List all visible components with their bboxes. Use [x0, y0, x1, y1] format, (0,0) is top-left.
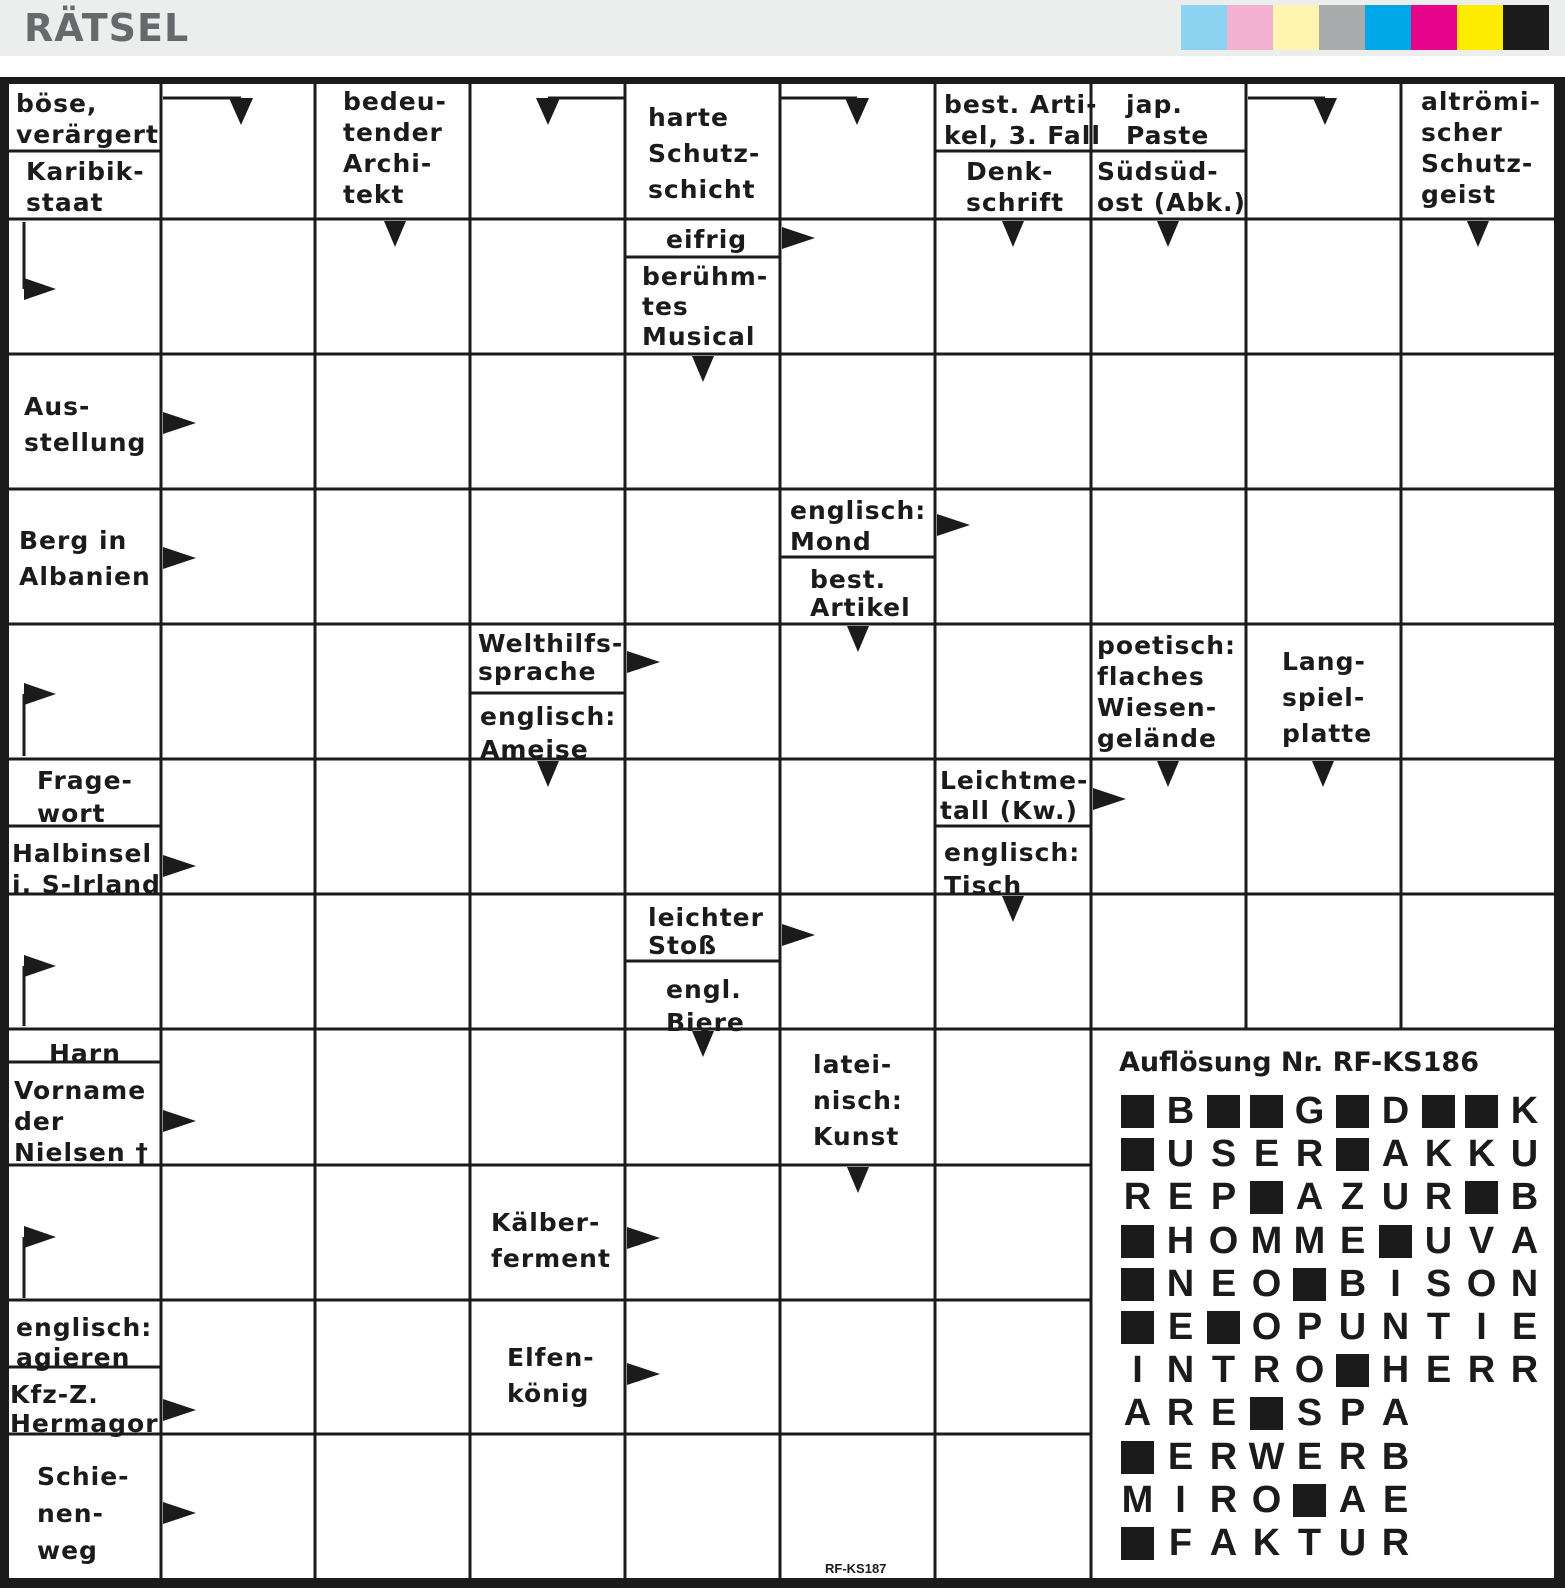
solution-letter: G [1294, 1090, 1325, 1132]
solution-letter: B [1510, 1176, 1539, 1219]
solution-letter: R [1467, 1349, 1496, 1392]
solution-letter: E [1339, 1219, 1366, 1262]
solution-letter: E [1210, 1392, 1237, 1435]
clue-halbinsel: Halbinsel i. S-Irland [12, 839, 161, 899]
solution-row [1116, 1480, 1417, 1520]
solution-black-square [1121, 1268, 1154, 1301]
down-arrow-icon [847, 626, 869, 652]
solution-black-square [1121, 1311, 1154, 1344]
solution-black-square [1465, 1181, 1498, 1214]
solution-letter: O [1208, 1219, 1239, 1262]
solution-letter: D [1381, 1090, 1410, 1132]
clue-engl-biere: engl. Biere [666, 975, 745, 1037]
solution-black-square [1250, 1397, 1283, 1430]
solution-black-square [1121, 1527, 1154, 1560]
solution-black-square [1250, 1095, 1283, 1128]
clue-schutzgeist: altrömi- scher Schutz- geist [1421, 87, 1541, 209]
solution-letter: O [1466, 1262, 1497, 1305]
solution-letter: N [1381, 1306, 1410, 1348]
clue-artikel-3-fall: best. Arti- kel, 3. Fall [944, 90, 1101, 150]
solution-black-square [1121, 1095, 1154, 1128]
solution-letter: R [1166, 1392, 1195, 1435]
clue-welthilfssprache: Welthilfs- sprache [478, 629, 624, 686]
right-arrow-icon [627, 1363, 660, 1385]
clue-schutzschicht: harte Schutz- schicht [648, 103, 761, 204]
down-arrow-icon [1157, 221, 1179, 247]
down-arrow-icon [1002, 221, 1024, 247]
down-arrow-icon [1157, 761, 1179, 787]
clue-leichter-stoss: leichter Stoß [648, 903, 764, 960]
solution-row [1116, 1393, 1417, 1433]
solution-row [1116, 1437, 1417, 1477]
down-arrow-icon [1467, 221, 1489, 247]
solution-black-square [1379, 1225, 1412, 1258]
solution-letter: P [1296, 1306, 1323, 1348]
solution-black-square [1250, 1181, 1283, 1214]
puzzle-code: RF-KS187 [825, 1561, 887, 1576]
solution-letter: R [1510, 1349, 1539, 1392]
clue-architekt: bedeu- tender Archi- tekt [343, 87, 447, 209]
clue-kfz-hermagor: Kfz-Z. Hermagor [10, 1380, 159, 1438]
solution-letter: I [1132, 1349, 1143, 1392]
right-arrow-icon [937, 514, 970, 536]
right-down-arrow-icon [229, 98, 253, 125]
solution-black-square [1121, 1225, 1154, 1258]
solution-black-square [1336, 1138, 1369, 1171]
right-arrow-icon [163, 855, 196, 877]
solution-row [1116, 1523, 1417, 1563]
right-down-arrow-icon [1313, 98, 1337, 125]
solution-black-square [1422, 1095, 1455, 1128]
solution-letter: E [1296, 1435, 1323, 1478]
solution-letter: R [1209, 1435, 1238, 1478]
down-arrow-icon [692, 356, 714, 382]
solution-letter: N [1166, 1262, 1195, 1305]
flag-arrow-icon [24, 683, 56, 705]
solution-row [1116, 1221, 1546, 1261]
clue-kaelberferment: Kälber- ferment [491, 1208, 611, 1273]
solution-letter: R [1209, 1478, 1238, 1521]
solution-letter: I [1175, 1478, 1186, 1521]
solution-black-square [1121, 1441, 1154, 1474]
solution-letter: U [1381, 1176, 1410, 1219]
solution-letter: A [1381, 1133, 1410, 1176]
clue-boese: böse, verärgert [16, 89, 159, 149]
clue-vorname-nielsen: Vorname der Nielsen † [14, 1076, 149, 1167]
solution-letter: O [1294, 1349, 1325, 1392]
solution-letter: S [1296, 1392, 1323, 1435]
solution-black-square [1336, 1354, 1369, 1387]
solution-letter: F [1168, 1522, 1193, 1564]
solution-black-square [1293, 1484, 1326, 1517]
solution-letter: A [1338, 1478, 1367, 1521]
solution-letter: U [1166, 1133, 1195, 1176]
clue-ameise: englisch: Ameise [480, 702, 617, 764]
solution-letter: R [1424, 1176, 1453, 1219]
solution-letter: S [1210, 1133, 1237, 1176]
solution-letter: E [1425, 1349, 1452, 1392]
right-arrow-icon [627, 651, 660, 673]
solution-letter: I [1476, 1306, 1487, 1348]
solution-letter: U [1338, 1306, 1367, 1348]
clue-musical: berühm- tes Musical [642, 262, 769, 351]
clue-schienenweg: Schie- nen- weg [37, 1462, 130, 1565]
down-arrow-icon [1312, 761, 1334, 787]
right-arrow-icon [627, 1227, 660, 1249]
solution-letter: O [1251, 1262, 1282, 1305]
clue-jap-paste: jap. Paste [1126, 90, 1210, 150]
clue-wiesengelaende: poetisch: flaches Wiesen- gelände [1097, 631, 1237, 753]
solution-letter: N [1510, 1262, 1539, 1305]
clue-mond: englisch: Mond [790, 496, 927, 556]
solution-row [1116, 1264, 1546, 1304]
solution-letter: R [1252, 1349, 1281, 1392]
solution-black-square [1336, 1095, 1369, 1128]
solution-letter: P [1339, 1392, 1366, 1435]
solution-letter: E [1382, 1478, 1409, 1521]
solution-letter: E [1167, 1176, 1194, 1219]
solution-letter: A [1123, 1392, 1152, 1435]
clue-karibikstaat: Karibik- staat [26, 157, 145, 217]
solution-letter: A [1209, 1522, 1238, 1564]
solution-letter: P [1210, 1176, 1237, 1219]
solution-letter: W [1248, 1435, 1285, 1478]
solution-letter: R [1381, 1522, 1410, 1564]
solution-letter: K [1510, 1090, 1539, 1132]
solution-letter: M [1250, 1219, 1283, 1262]
bend-right-arrow-icon [24, 278, 56, 300]
clue-harn: Harn [49, 1039, 121, 1068]
solution-letter: B [1166, 1090, 1195, 1132]
solution-letter: T [1297, 1522, 1322, 1564]
solution-letter: E [1167, 1435, 1194, 1478]
solution-letter: R [1123, 1176, 1152, 1219]
right-arrow-icon [163, 1502, 196, 1524]
solution-black-square [1207, 1095, 1240, 1128]
clue-fragewort: Frage- wort [37, 766, 133, 828]
clue-elfenkoenig: Elfen- könig [507, 1343, 595, 1408]
clue-langspielplatte: Lang- spiel- platte [1282, 647, 1373, 748]
solution-letter: U [1338, 1522, 1367, 1564]
solution-letter: U [1510, 1133, 1539, 1176]
clue-tisch: englisch: Tisch [944, 838, 1081, 900]
right-arrow-icon [782, 227, 815, 249]
solution-row [1116, 1177, 1546, 1217]
solution-letter: H [1166, 1219, 1195, 1262]
solution-letter: T [1211, 1349, 1236, 1392]
right-arrow-icon [163, 412, 196, 434]
solution-letter: A [1295, 1176, 1324, 1219]
clue-agieren: englisch: agieren [16, 1313, 153, 1372]
clue-lat-kunst: latei- nisch: Kunst [813, 1050, 903, 1151]
solution-letter: M [1293, 1219, 1326, 1262]
solution-letter: I [1390, 1262, 1401, 1305]
solution-letter: K [1467, 1133, 1496, 1176]
solution-row [1116, 1091, 1546, 1131]
clue-leichtmetall: Leichtme- tall (Kw.) [940, 766, 1089, 825]
clue-denkschrift: Denk- schrift [966, 157, 1065, 217]
right-arrow-icon [782, 924, 815, 946]
solution-letter: H [1381, 1349, 1410, 1392]
solution-black-square [1207, 1311, 1240, 1344]
solution-letter: V [1468, 1219, 1495, 1262]
down-arrow-icon [847, 1167, 869, 1193]
clue-ausstellung: Aus- stellung [24, 392, 147, 457]
solution-letter: O [1251, 1306, 1282, 1348]
solution-black-square [1465, 1095, 1498, 1128]
solution-letter: Z [1340, 1176, 1365, 1219]
solution-row [1116, 1307, 1546, 1347]
solution-letter: E [1210, 1262, 1237, 1305]
solution-black-square [1293, 1268, 1326, 1301]
right-arrow-icon [1093, 788, 1126, 810]
right-arrow-icon [163, 547, 196, 569]
solution-letter: B [1338, 1262, 1367, 1305]
solution-row [1116, 1134, 1546, 1174]
solution-letter: R [1338, 1435, 1367, 1478]
solution-letter: T [1426, 1306, 1451, 1348]
solution-letter: S [1425, 1262, 1452, 1305]
clue-eifrig: eifrig [666, 225, 748, 254]
solution-title: Auflösung Nr. RF-KS186 [1119, 1047, 1479, 1078]
solution-letter: A [1381, 1392, 1410, 1435]
solution-letter: R [1295, 1133, 1324, 1176]
down-arrow-icon [384, 221, 406, 247]
solution-black-square [1121, 1138, 1154, 1171]
page-title: RÄTSEL [24, 6, 190, 50]
flag-arrow-icon [24, 1226, 56, 1248]
solution-letter: E [1511, 1306, 1538, 1348]
right-arrow-icon [163, 1399, 196, 1421]
right-down-arrow-icon [845, 98, 869, 125]
flag-arrow-icon [24, 955, 56, 977]
solution-letter: E [1167, 1306, 1194, 1348]
solution-letter: E [1253, 1133, 1280, 1176]
solution-letter: K [1252, 1522, 1281, 1564]
solution-letter: U [1424, 1219, 1453, 1262]
right-arrow-icon [163, 1110, 196, 1132]
left-down-arrow-icon [536, 98, 560, 125]
solution-letter: M [1121, 1478, 1154, 1521]
clue-best-artikel: best. Artikel [810, 565, 911, 622]
solution-letter: O [1251, 1478, 1282, 1521]
solution-letter: K [1424, 1133, 1453, 1176]
clue-suedsuedost: Südsüd- ost (Abk.) [1097, 157, 1246, 217]
solution-letter: B [1381, 1435, 1410, 1478]
solution-row [1116, 1350, 1546, 1390]
solution-letter: A [1510, 1219, 1539, 1262]
solution-letter: N [1166, 1349, 1195, 1392]
clue-berg-albanien: Berg in Albanien [19, 526, 151, 591]
